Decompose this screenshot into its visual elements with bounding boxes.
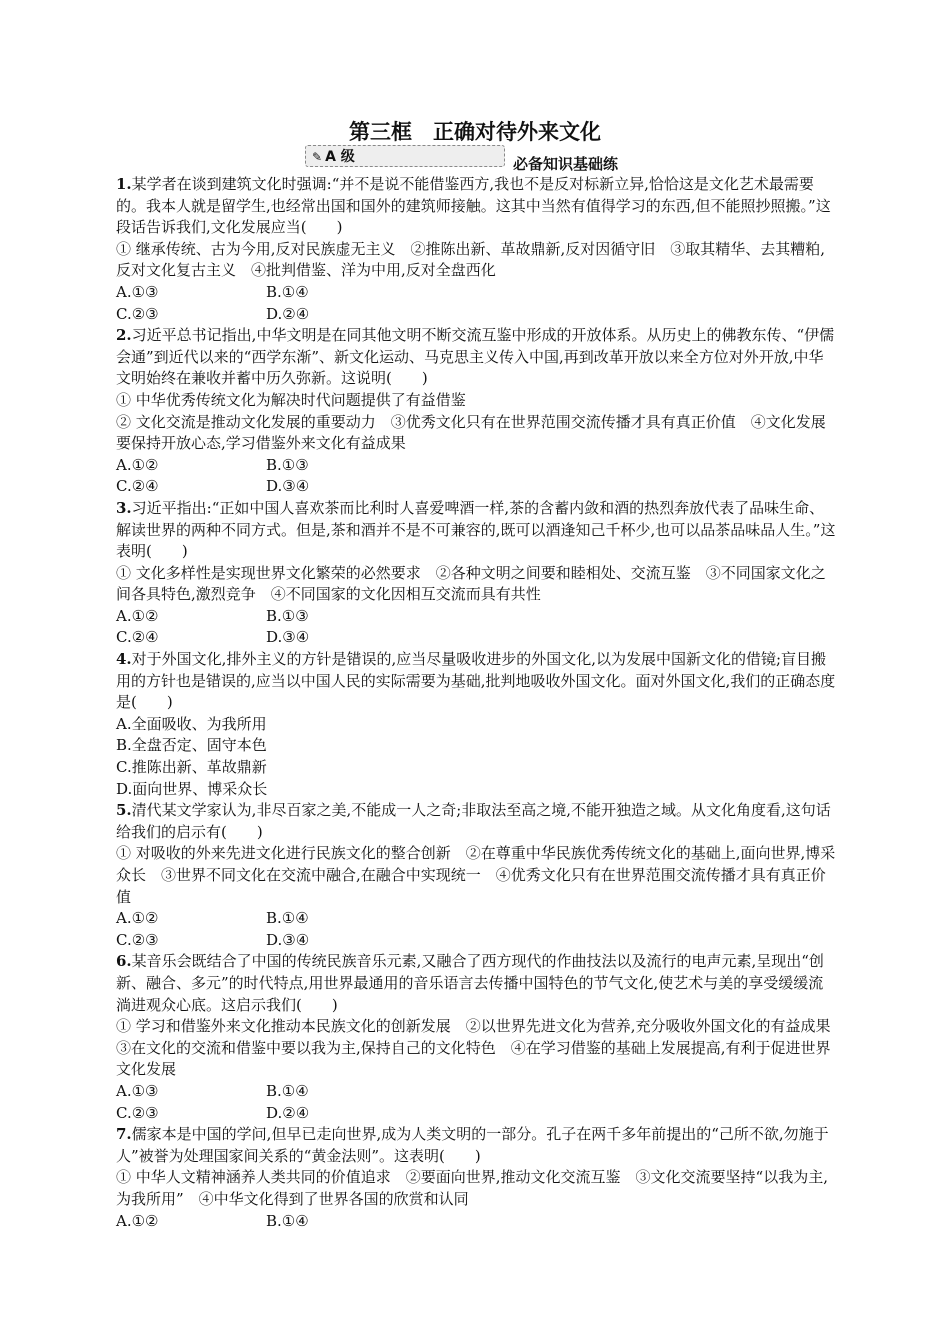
answer-option: A.①②: [116, 606, 159, 625]
question-statements: ① 学习和借鉴外来文化推动本民族文化的创新发展 ②以世界先进文化为营养,充分吸收外国文化的有益成果 ③在文化的交流和借鉴中要以我为主,保持自己的文化特色 ④在学习借鉴的基础上发展提高,有利于促进世界文化发展: [116, 1017, 846, 1079]
answer-options: [116, 282, 836, 325]
answer-option: B.①④: [266, 1081, 309, 1100]
answer-option: C.②③: [116, 930, 159, 949]
question-number: 1.: [116, 175, 132, 193]
answer-options: [116, 1081, 836, 1124]
answer-options: [116, 908, 836, 951]
question-text: 对于外国文化,排外主义的方针是错误的,应当尽量吸收进步的外国文化,以为发展中国新文化的借镜;盲目搬用的方针也是错误的,应当以中国人民的实际需要为基础,批判地吸收外国文化。面对外国文化,我们的正确态度是( ): [116, 650, 836, 712]
level-badge-label: A 级: [325, 149, 355, 165]
answer-option: B.①③: [266, 455, 309, 474]
question-stem: [116, 649, 836, 714]
page-title: 第三框 正确对待外来文化: [349, 120, 601, 144]
question-number: 6.: [116, 952, 132, 971]
question-stem: [116, 174, 836, 239]
answer-option: A.①③: [116, 1081, 159, 1100]
question-number: 2.: [116, 326, 132, 345]
question-2: [116, 325, 836, 498]
question-number: 5.: [116, 801, 132, 820]
answer-options: [116, 1211, 836, 1233]
answer-options: [116, 606, 836, 649]
question-7: [116, 1124, 836, 1232]
question-statements: ① 对吸收的外来先进文化进行民族文化的整合创新 ②在尊重中华民族优秀传统文化的基础上,面向世界,博采众长 ③世界不同文化在交流中融合,在融合中实现统一 ④优秀文化只有在世界范围交流传播才具有真正价值: [116, 844, 836, 906]
question-stem: [116, 325, 836, 390]
answer-option: C.推陈出新、革故鼎新: [116, 758, 267, 777]
section-header: [305, 145, 665, 171]
level-badge: [305, 145, 505, 167]
question-number: 7.: [116, 1125, 132, 1144]
answer-options: [116, 714, 836, 800]
question-text: 清代某文学家认为,非尽百家之美,不能成一人之奇;非取法至高之境,不能开独造之域。从文化角度看,这句话给我们的启示有( ): [116, 801, 831, 841]
question-5: [116, 800, 836, 951]
question-3: [116, 498, 836, 649]
answer-option: D.③④: [266, 628, 310, 647]
answer-option: D.面向世界、博采众长: [116, 779, 268, 798]
answer-option: B.全盘否定、固守本色: [116, 736, 267, 755]
answer-option: A.①②: [116, 1211, 159, 1230]
question-stem: [116, 498, 836, 563]
question-text: 儒家本是中国的学问,但早已走向世界,成为人类文明的一部分。孔子在两千多年前提出的“己所不欲,勿施于人”被誉为处理国家间关系的“黄金法则”。这表明( ): [116, 1125, 829, 1165]
answer-option: C.②③: [116, 304, 159, 323]
answer-options: [116, 455, 836, 498]
answer-option: C.②③: [116, 1103, 159, 1122]
question-text: 习近平指出:“正如中国人喜欢茶而比利时人喜爱啤酒一样,茶的含蓄内敛和酒的热烈奔放代表了品味生命、解读世界的两种不同方式。但是,茶和酒并不是不可兼容的,既可以酒逢知己千杯少,也可以品茶品味品人生。”这表明( ): [116, 498, 836, 561]
answer-option: D.②④: [266, 1103, 310, 1122]
answer-option: B.①④: [266, 909, 309, 928]
answer-option: C.②④: [116, 477, 159, 496]
question-text: 某学者在谈到建筑文化时强调:“并不是说不能借鉴西方,我也不是反对标新立异,恰恰这是文化艺术最需要的。我本人就是留学生,也经常出国和国外的建筑师接触。这其中当然有值得学习的东西,但不能照抄照搬。”这段话告诉我们,文化发展应当( ): [116, 175, 831, 237]
question-stem: [116, 1124, 836, 1167]
answer-option: D.③④: [266, 477, 310, 496]
question-text: 习近平总书记指出,中华文明是在同其他文明不断交流互鉴中形成的开放体系。从历史上的佛教东传、“伊儒会通”到近代以来的“西学东渐”、新文化运动、马克思主义传入中国,再到改革开放以来全方位对外开放,中华文明始终在兼收并蓄中历久弥新。这说明( ): [116, 326, 835, 388]
question-4: [116, 649, 836, 800]
answer-option: B.①③: [266, 606, 309, 625]
question-number: 4.: [116, 650, 132, 669]
question-stem: [116, 800, 836, 843]
answer-option: A.①③: [116, 282, 159, 301]
answer-option: A.①②: [116, 909, 159, 928]
answer-option: D.②④: [266, 304, 310, 323]
question-stem: [116, 951, 836, 1016]
question-statements: ① 继承传统、古为今用,反对民族虚无主义 ②推陈出新、革故鼎新,反对因循守旧 ③取其精华、去其糟粕,反对文化复古主义 ④批判借鉴、洋为中用,反对全盘西化: [116, 239, 826, 280]
answer-option: A.①②: [116, 455, 159, 474]
question-6: [116, 951, 846, 1124]
answer-option: C.②④: [116, 628, 159, 647]
answer-option: B.①④: [266, 1211, 309, 1230]
answer-option: D.③④: [266, 930, 310, 949]
question-number: 3.: [116, 498, 132, 517]
question-statements: ① 文化多样性是实现世界文化繁荣的必然要求 ②各种文明之间要和睦相处、交流互鉴 ③不同国家文化之间各具特色,激烈竞争 ④不同国家的文化因相互交流而具有共性: [116, 563, 826, 604]
question-text: 某音乐会既结合了中国的传统民族音乐元素,又融合了西方现代的作曲技法以及流行的电声元素,呈现出“创新、融合、多元”的时代特点,用世界最通用的音乐语言去传播中国特色的节气文化,使艺术与美的享受缓缓流淌进观众心底。这启示我们( ): [116, 952, 824, 1014]
question-statements: ① 中华人文精神涵养人类共同的价值追求 ②要面向世界,推动文化交流互鉴 ③文化交流要坚持“以我为主,为我所用” ④中华文化得到了世界各国的欣赏和认同: [116, 1168, 828, 1208]
question-1: [116, 174, 836, 325]
level-caption: 必备知识基础练: [513, 155, 619, 173]
pencil-icon: ✎: [312, 150, 323, 164]
question-list: [116, 174, 846, 1232]
question-statements: ① 中华优秀传统文化为解决时代问题提供了有益借鉴 ② 文化交流是推动文化发展的重要动力 ③优秀文化只有在世界范围交流传播才具有真正价值 ④文化发展要保持开放心态,学习借鉴外来文化有益成果: [116, 390, 826, 453]
answer-option: B.①④: [266, 282, 309, 301]
answer-option: A.全面吸收、为我所用: [116, 714, 267, 733]
